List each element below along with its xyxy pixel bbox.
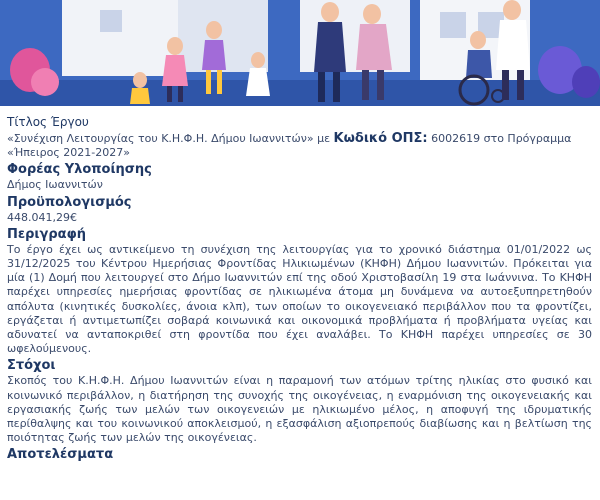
banner-illustration: [0, 0, 600, 106]
implementing-body-value: Δήμος Ιωαννιτών: [7, 178, 103, 192]
description-text: Το έργο έχει ως αντικείμενο τη συνέχιση της λειτουργίας για το χρονικό διάστημα 01/01/2022 ως 31/12/2025 του Κέντρου Ημερήσιας Φροντίδας Ηλικιωμένων (ΚΗΦΗ) Δήμου Ιωαννιτών. Πρόκειται για μία (1) Δομή που λειτουργεί στο Δήμο Ιωαννιτών επί της οδού Χριστοβασίλη 19 στα Ιωάννινα. Το ΚΗΦΗ παρέχει υπηρεσίες ημερήσιας φροντίδας σε ηλικιωμένα άτομα μη δυνάμενα να αυτοεξυπηρετηθούν απόλυτα (κινητικές δυσκολίες, άνοια κλπ), των οποίων το οικογενειακό περιβάλλον που τα φροντίζει, εργάζεται ή αντιμετωπίζει σοβαρά κοινωνικά και οικονομικά προβλήματα ή προβλήματα υγείας και αδυνατεί να ανταποκριθεί στη φροντίδα που έχει αναλάβει. Το ΚΗΦΗ παρέχει υπηρεσίες σε 30 ωφελούμενους.: [7, 242, 592, 356]
implementing-body-heading: Φορέας Υλοποίησης: [7, 162, 152, 178]
description-heading: Περιγραφή: [7, 226, 87, 242]
title-text-part1: «Συνέχιση Λειτουργίας του Κ.Η.Φ.Η. Δήμου Ιωαννιτών» με: [7, 132, 334, 145]
family-and-elderly-care-illustration: [0, 0, 600, 106]
goals-heading: Στόχοι: [7, 358, 56, 374]
title-text-part2: 6002619 στο Πρόγραμμα «Ήπειρος 2021-2027»: [7, 132, 572, 160]
project-details: [0, 106, 600, 463]
budget-value: 448.041,29€: [7, 210, 77, 224]
results-heading: Αποτελέσματα: [7, 447, 114, 463]
ops-code-label: Κωδικό ΟΠΣ:: [333, 131, 428, 146]
project-title: [7, 132, 592, 160]
budget-heading: Προϋπολογισμός: [7, 194, 132, 210]
title-heading: Τίτλος Έργου: [7, 115, 89, 129]
goals-text: Σκοπός του Κ.Η.Φ.Η. Δήμου Ιωαννιτών είναι η παραμονή των ατόμων τρίτης ηλικίας στο φυσικό και κοινωνικό περιβάλλον, η διατήρηση της συνοχής της οικογένειας, η εναρμόνιση της οικογενειακής και εργασιακής ζωής των μελών των οικογενειών με ηλικιωμένο μέλος, η αποφυγή της ιδρυματικής περίθαλψης και του κοινωνικού αποκλεισμού, η εξασφάλιση αξιοπρεπούς διαβίωσης και η βελτίωση της ποιότητας ζωής των μελών της οικογένειας.: [7, 374, 592, 445]
